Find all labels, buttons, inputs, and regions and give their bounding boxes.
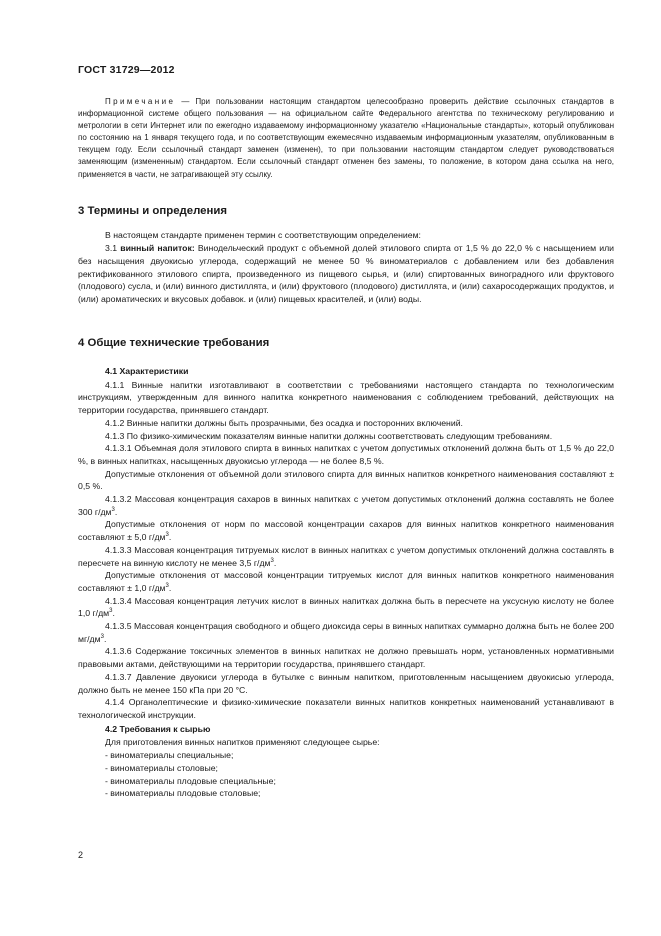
- clause-4-1-3-3: [78, 544, 614, 569]
- clause-4-1-2: 4.1.2 Винные напитки должны быть прозрачными, без осадка и посторонних включений.: [105, 417, 463, 428]
- superscript: 3: [270, 557, 274, 564]
- superscript: 3: [109, 608, 113, 615]
- raw-materials-intro: Для приготовления винных напитков применяют следующее сырье:: [105, 737, 380, 748]
- clause-4-1-3-4: [78, 595, 614, 620]
- period: .: [103, 633, 107, 644]
- section-3-body: [78, 229, 614, 306]
- clause-text: Допустимые отклонения от норм по массовой концентрации сахаров для винных напитков конкретного наименования составляют ± 5,0 г/дм: [78, 519, 614, 543]
- clause-4-1-3-7: 4.1.3.7 Давление двуокиси углерода в бутылке с винным напитком, приготовленным насыщением двуокисью углерода, должно быть не менее 150 кПа при 20 °С.: [78, 671, 614, 695]
- superscript: 3: [165, 532, 169, 539]
- standard-code-header: ГОСТ 31729—2012: [78, 64, 175, 76]
- section-3-heading: 3 Термины и определения: [78, 205, 228, 217]
- clause-4-1-4: 4.1.4 Органолептические и физико-химические показатели винных напитков конкретных наименований устанавливают в технологической инструкции.: [78, 697, 614, 720]
- note-text: — При пользовании настоящим стандартом целесообразно проверить действие ссылочных стандартов в информационной системе общего пользования — на официальном сайте Федерального агентства по техническому регулированию и метрологии в сети Интернет или по ежегодно издаваемому информационному указателю «Национальные стандарты», который опубликован по состоянию на 1 января текущего года, и по соответствующим ежемесячно издаваемым информационным указателям, опубликованным в текущем году. Если ссылочный стандарт заменен (изменен), то при пользовании настоящим стандартом следует руководствоваться заменяющим (измененным) стандартом. Если ссылочный стандарт отменен без замены, то положение, в котором дана ссылка на него, применяется в части, не затрагивающей эту ссылку.: [78, 97, 614, 179]
- page-number: 2: [78, 850, 84, 860]
- clause-text: 4.1.3.5 Массовая концентрация свободного и общего диоксида серы в винных напитках суммарно должна быть не более 200 мг/дм: [78, 621, 614, 644]
- term-name: винный напиток:: [120, 242, 195, 253]
- clause-4-1-3: 4.1.3 По физико-химическим показателям винные напитки должны соответствовать следующим требованиям.: [105, 430, 553, 441]
- superscript: 3: [165, 583, 169, 590]
- period: .: [112, 608, 115, 619]
- clause-text: 4.1.3.2 Массовая концентрация сахаров в винных напитках с учетом допустимых отклонений должна составлять не более 300 г/дм: [78, 494, 614, 517]
- period: .: [114, 506, 118, 517]
- superscript: 3: [111, 506, 115, 513]
- term-text: Винодельческий продукт с объемной долей этилового спирта от 1,5 % до 22,0 % с насыщением или без насыщения двуокисью углерода, содержащий не менее 50 % виноматериалов с добавлением или без добавления ректификованного этилового спирта, произведенного из пищевого сырья, и (или) спиртованных виноградного или фруктового (плодового) сусла, и (или) винного дистиллята, и (или) фруктового (плодового) дистиллята, и (или) сахаросодержащих продуктов, и (или) ароматических и вкусовых добавок. и (или) пищевых красителей, и (или) воды.: [78, 242, 614, 305]
- period: .: [168, 532, 172, 543]
- clause-4-1-3-1-tolerance: Допустимые отклонения от объемной доли этилового спирта для винных напитков конкретного наименования составляют ± 0,5 %.: [78, 468, 614, 492]
- clause-4-1-3-2-tolerance: [78, 518, 614, 543]
- clause-text: 4.1.3.4 Массовая концентрация летучих кислот в винных напитках должна быть в пересчете на уксусную кислоту не более 1,0 г/дм: [78, 595, 614, 619]
- clause-4-1-1: 4.1.1 Винные напитки изготавливают в соответствии с требованиями настоящего стандарта по технологическим инструкциям, утвержденным для винного напитка конкретного наименования с соблюдением требований, действующих на территории государства, принявшего стандарт.: [78, 379, 614, 416]
- period: .: [273, 557, 277, 568]
- term-definition: [78, 242, 614, 306]
- clause-4-1-3-5: [78, 620, 614, 645]
- clause-text: 4.1.3.3 Массовая концентрация титруемых кислот в винных напитках с учетом допустимых отклонений должна составлять в пересчете на винную кислоту не менее 3,5 г/дм: [78, 544, 614, 568]
- reference-note: [78, 96, 614, 181]
- list-item: - виноматериалы столовые;: [105, 762, 218, 773]
- clause-4-1-3-3-tolerance: [78, 569, 614, 594]
- list-item: - виноматериалы специальные;: [105, 750, 234, 761]
- superscript: 3: [100, 633, 104, 640]
- list-item: - виноматериалы плодовые столовые;: [105, 788, 261, 799]
- section-4-heading: 4 Общие технические требования: [78, 337, 270, 349]
- note-paragraph: [78, 96, 614, 181]
- clause-4-1-3-2: [78, 493, 614, 518]
- clause-text: Допустимые отклонения от массовой концентрации титруемых кислот для винных напитков конкретного наименования составляют ± 1,0 г/дм: [78, 570, 614, 593]
- term-number: 3.1: [105, 242, 121, 253]
- section-4-body: [78, 364, 614, 800]
- clause-4-1-3-6: 4.1.3.6 Содержание токсичных элементов в винных напитках не должно превышать норм, установленных нормативными правовыми актами, действующими на территории государства, принявшего стандарт.: [78, 646, 614, 670]
- subsection-4-2-heading: 4.2 Требования к сырью: [105, 723, 211, 734]
- section-3-intro: В настоящем стандарте применен термин с соответствующим определением:: [105, 230, 421, 240]
- note-label: Примечание: [105, 97, 176, 106]
- period: .: [168, 582, 172, 593]
- list-item: - виноматериалы плодовые специальные;: [105, 775, 276, 786]
- clause-4-1-3-1: 4.1.3.1 Объемная доля этилового спирта в винных напитках с учетом допустимых отклонений должна быть от 1,5 % до 22,0 %, в винных напитках, насыщенных двуокисью углерода — не более 8,5 %.: [78, 443, 614, 466]
- subsection-4-1-heading: 4.1 Характеристики: [105, 366, 189, 376]
